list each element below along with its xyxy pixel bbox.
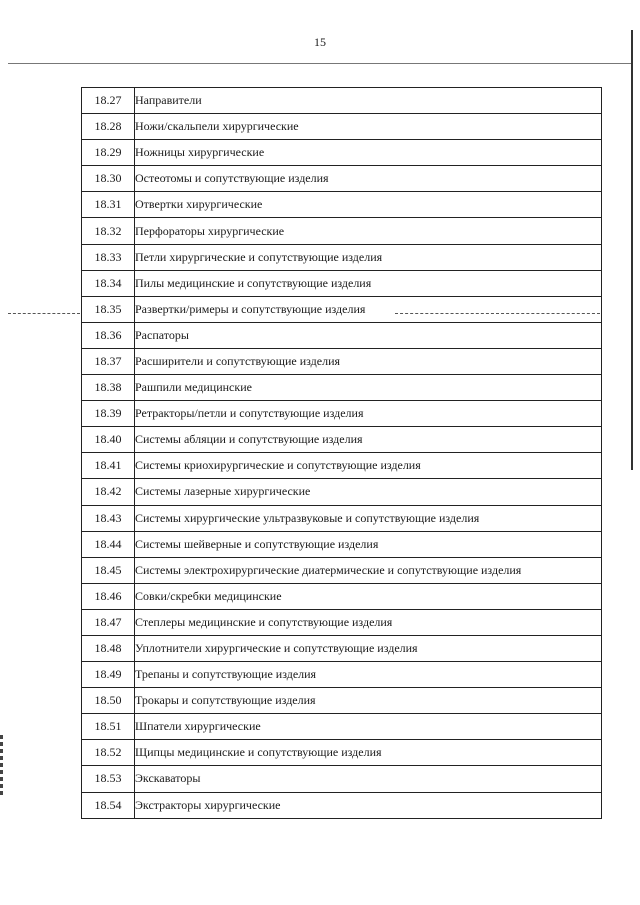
header-rule bbox=[8, 63, 632, 64]
table-row bbox=[82, 401, 602, 427]
item-name: Отвертки хирургические bbox=[135, 192, 602, 218]
item-code: 18.31 bbox=[82, 192, 135, 218]
item-code: 18.33 bbox=[82, 244, 135, 270]
item-name: Ножницы хирургические bbox=[135, 140, 602, 166]
item-code: 18.54 bbox=[82, 792, 135, 818]
table-row bbox=[82, 714, 602, 740]
item-code: 18.43 bbox=[82, 505, 135, 531]
item-name: Системы лазерные хирургические bbox=[135, 479, 602, 505]
item-name: Уплотнители хирургические и сопутствующие изделия bbox=[135, 635, 602, 661]
item-name: Распаторы bbox=[135, 322, 602, 348]
scan-margin-marks bbox=[0, 735, 3, 795]
item-code: 18.49 bbox=[82, 662, 135, 688]
item-code: 18.28 bbox=[82, 114, 135, 140]
item-code: 18.29 bbox=[82, 140, 135, 166]
table-row bbox=[82, 322, 602, 348]
item-code: 18.37 bbox=[82, 348, 135, 374]
item-name: Системы криохирургические и сопутствующие изделия bbox=[135, 453, 602, 479]
table-row bbox=[82, 505, 602, 531]
item-code: 18.40 bbox=[82, 427, 135, 453]
item-name: Экскаваторы bbox=[135, 766, 602, 792]
table-row bbox=[82, 583, 602, 609]
item-name: Степлеры медицинские и сопутствующие изделия bbox=[135, 609, 602, 635]
table-row bbox=[82, 662, 602, 688]
item-code: 18.48 bbox=[82, 635, 135, 661]
item-code: 18.41 bbox=[82, 453, 135, 479]
item-code: 18.50 bbox=[82, 688, 135, 714]
table-row bbox=[82, 688, 602, 714]
table-row bbox=[82, 192, 602, 218]
item-name: Петли хирургические и сопутствующие изделия bbox=[135, 244, 602, 270]
item-code: 18.35 bbox=[82, 296, 135, 322]
table-row bbox=[82, 766, 602, 792]
item-code: 18.47 bbox=[82, 609, 135, 635]
item-name: Рашпили медицинские bbox=[135, 375, 602, 401]
item-code: 18.51 bbox=[82, 714, 135, 740]
item-name: Трокары и сопутствующие изделия bbox=[135, 688, 602, 714]
table-row bbox=[82, 166, 602, 192]
table-row bbox=[82, 218, 602, 244]
item-name: Совки/скребки медицинские bbox=[135, 583, 602, 609]
items-table-body bbox=[82, 88, 602, 819]
item-code: 18.52 bbox=[82, 740, 135, 766]
table-row bbox=[82, 531, 602, 557]
item-name: Пилы медицинские и сопутствующие изделия bbox=[135, 270, 602, 296]
item-code: 18.46 bbox=[82, 583, 135, 609]
table-row bbox=[82, 88, 602, 114]
table-row bbox=[82, 453, 602, 479]
page-number: 15 bbox=[314, 35, 326, 49]
table-row bbox=[82, 479, 602, 505]
table-row bbox=[82, 609, 602, 635]
item-code: 18.39 bbox=[82, 401, 135, 427]
item-name: Экстракторы хирургические bbox=[135, 792, 602, 818]
table-row bbox=[82, 375, 602, 401]
table-row bbox=[82, 792, 602, 818]
item-code: 18.27 bbox=[82, 88, 135, 114]
table-row bbox=[82, 348, 602, 374]
table-row bbox=[82, 140, 602, 166]
item-name: Щипцы медицинские и сопутствующие изделия bbox=[135, 740, 602, 766]
item-code: 18.36 bbox=[82, 322, 135, 348]
table-row bbox=[82, 427, 602, 453]
item-name: Системы электрохирургические диатермические и сопутствующие изделия bbox=[135, 557, 602, 583]
item-name: Остеотомы и сопутствующие изделия bbox=[135, 166, 602, 192]
scan-edge-line bbox=[631, 30, 633, 470]
item-name: Расширители и сопутствующие изделия bbox=[135, 348, 602, 374]
item-code: 18.38 bbox=[82, 375, 135, 401]
scan-artifact-line-left bbox=[8, 313, 80, 314]
table-row bbox=[82, 114, 602, 140]
item-code: 18.34 bbox=[82, 270, 135, 296]
table-row bbox=[82, 635, 602, 661]
item-name: Системы абляции и сопутствующие изделия bbox=[135, 427, 602, 453]
table-row bbox=[82, 557, 602, 583]
item-name: Направители bbox=[135, 88, 602, 114]
item-code: 18.42 bbox=[82, 479, 135, 505]
table-row bbox=[82, 244, 602, 270]
item-code: 18.44 bbox=[82, 531, 135, 557]
item-name: Ножи/скальпели хирургические bbox=[135, 114, 602, 140]
table-row bbox=[82, 296, 602, 322]
item-code: 18.45 bbox=[82, 557, 135, 583]
table-row bbox=[82, 740, 602, 766]
item-name: Системы шейверные и сопутствующие изделия bbox=[135, 531, 602, 557]
table-row bbox=[82, 270, 602, 296]
item-name: Шпатели хирургические bbox=[135, 714, 602, 740]
item-code: 18.53 bbox=[82, 766, 135, 792]
item-name: Развертки/римеры и сопутствующие изделия bbox=[135, 296, 602, 322]
item-code: 18.30 bbox=[82, 166, 135, 192]
item-name: Ретракторы/петли и сопутствующие изделия bbox=[135, 401, 602, 427]
item-name: Трепаны и сопутствующие изделия bbox=[135, 662, 602, 688]
item-name: Системы хирургические ультразвуковые и сопутствующие изделия bbox=[135, 505, 602, 531]
items-table bbox=[81, 87, 602, 819]
item-code: 18.32 bbox=[82, 218, 135, 244]
item-name: Перфораторы хирургические bbox=[135, 218, 602, 244]
